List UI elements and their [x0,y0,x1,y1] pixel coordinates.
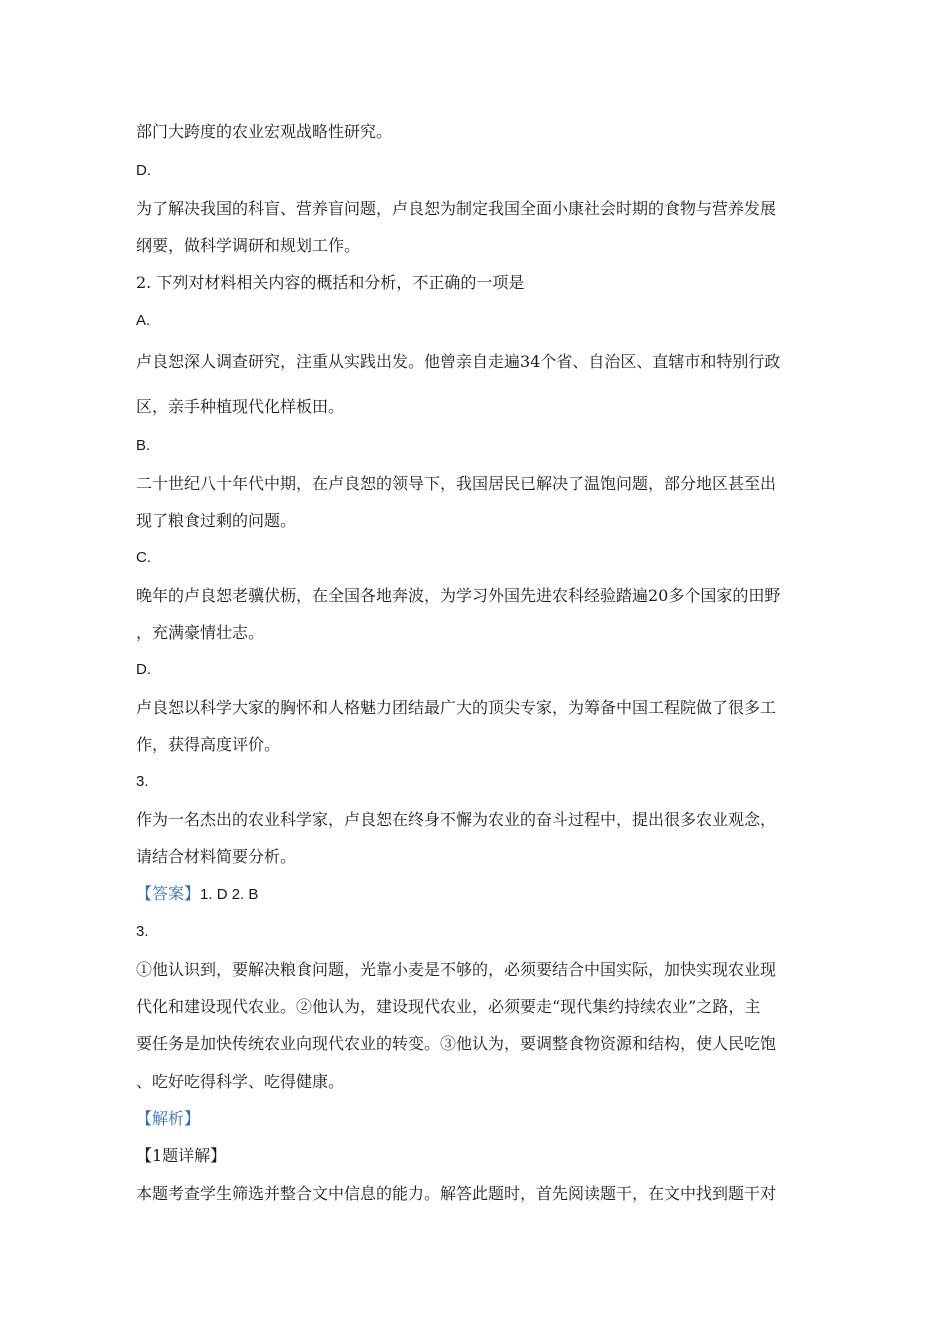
answer-text: 1. D 2. B [200,886,259,903]
text-line: 卢良恕以科学大家的胸怀和人格魅力团结最广大的顶尖专家，为筹备中国工程院做了很多工 [136,698,777,717]
question-3-number: 3. [136,773,149,790]
option-label-d: D. [136,661,151,678]
text-line: 代化和建设现代农业。②他认为，建设现代农业，必须要走“现代集约持续农业”之路，主 [136,997,761,1016]
question-3-stem: 请结合材料简要分析。 [136,847,297,866]
text-line: 本题考查学生筛选并整合文中信息的能力。解答此题时，首先阅读题干，在文中找到题干对 [136,1184,777,1203]
text-line: 要任务是加快传统农业向现代农业的转变。③他认为，要调整食物资源和结构，使人民吃饱 [136,1034,777,1053]
option-label-c: C. [136,549,151,566]
answer-3-number: 3. [136,923,149,940]
option-label-b: B. [136,437,151,454]
question-2-stem: 2. 下列对材料相关内容的概括和分析，不正确的一项是 [136,273,525,292]
answer-line [136,883,258,906]
analysis-tag: 【解析】 [136,1109,201,1128]
text-line: 卢良恕深人调查研究，注重从实践出发。他曾亲自走遍34个省、自治区、直辖市和特别行政 [136,352,781,371]
text-line: ，充满豪情壮志。 [136,623,265,642]
text-line: 区，亲手种植现代化样板田。 [136,397,345,416]
text-line: 为了解决我国的科盲、营养盲问题，卢良恕为制定我国全面小康社会时期的食物与营养发展 [136,199,777,218]
question-3-stem: 作为一名杰出的农业科学家，卢良恕在终身不懈为农业的奋斗过程中，提出很多农业观念， [136,810,777,829]
text-line: 、吃好吃得科学、吃得健康。 [136,1072,345,1091]
text-line: 现了粮食过剩的问题。 [136,511,297,530]
detail-heading: 【1题详解】 [136,1146,227,1165]
text-line: ①他认识到，要解决粮食问题，光靠小麦是不够的，必须要结合中国实际，加快实现农业现 [136,960,777,979]
text-line: 纲要，做科学调研和规划工作。 [136,236,361,255]
option-label-a: A. [136,312,151,329]
text-line: 晚年的卢良恕老骥伏枥，在全国各地奔波，为学习外国先进农科经验踏遍20多个国家的田野 [136,586,781,605]
answer-tag: 【答案】 [136,884,201,903]
text-line: 部门大跨度的农业宏观战略性研究。 [136,122,393,141]
text-line: 二十世纪八十年代中期，在卢良恕的领导下，我国居民已解决了温饱问题，部分地区甚至出 [136,474,777,493]
option-label-d: D. [136,162,151,179]
text-line: 作，获得高度评价。 [136,735,281,754]
